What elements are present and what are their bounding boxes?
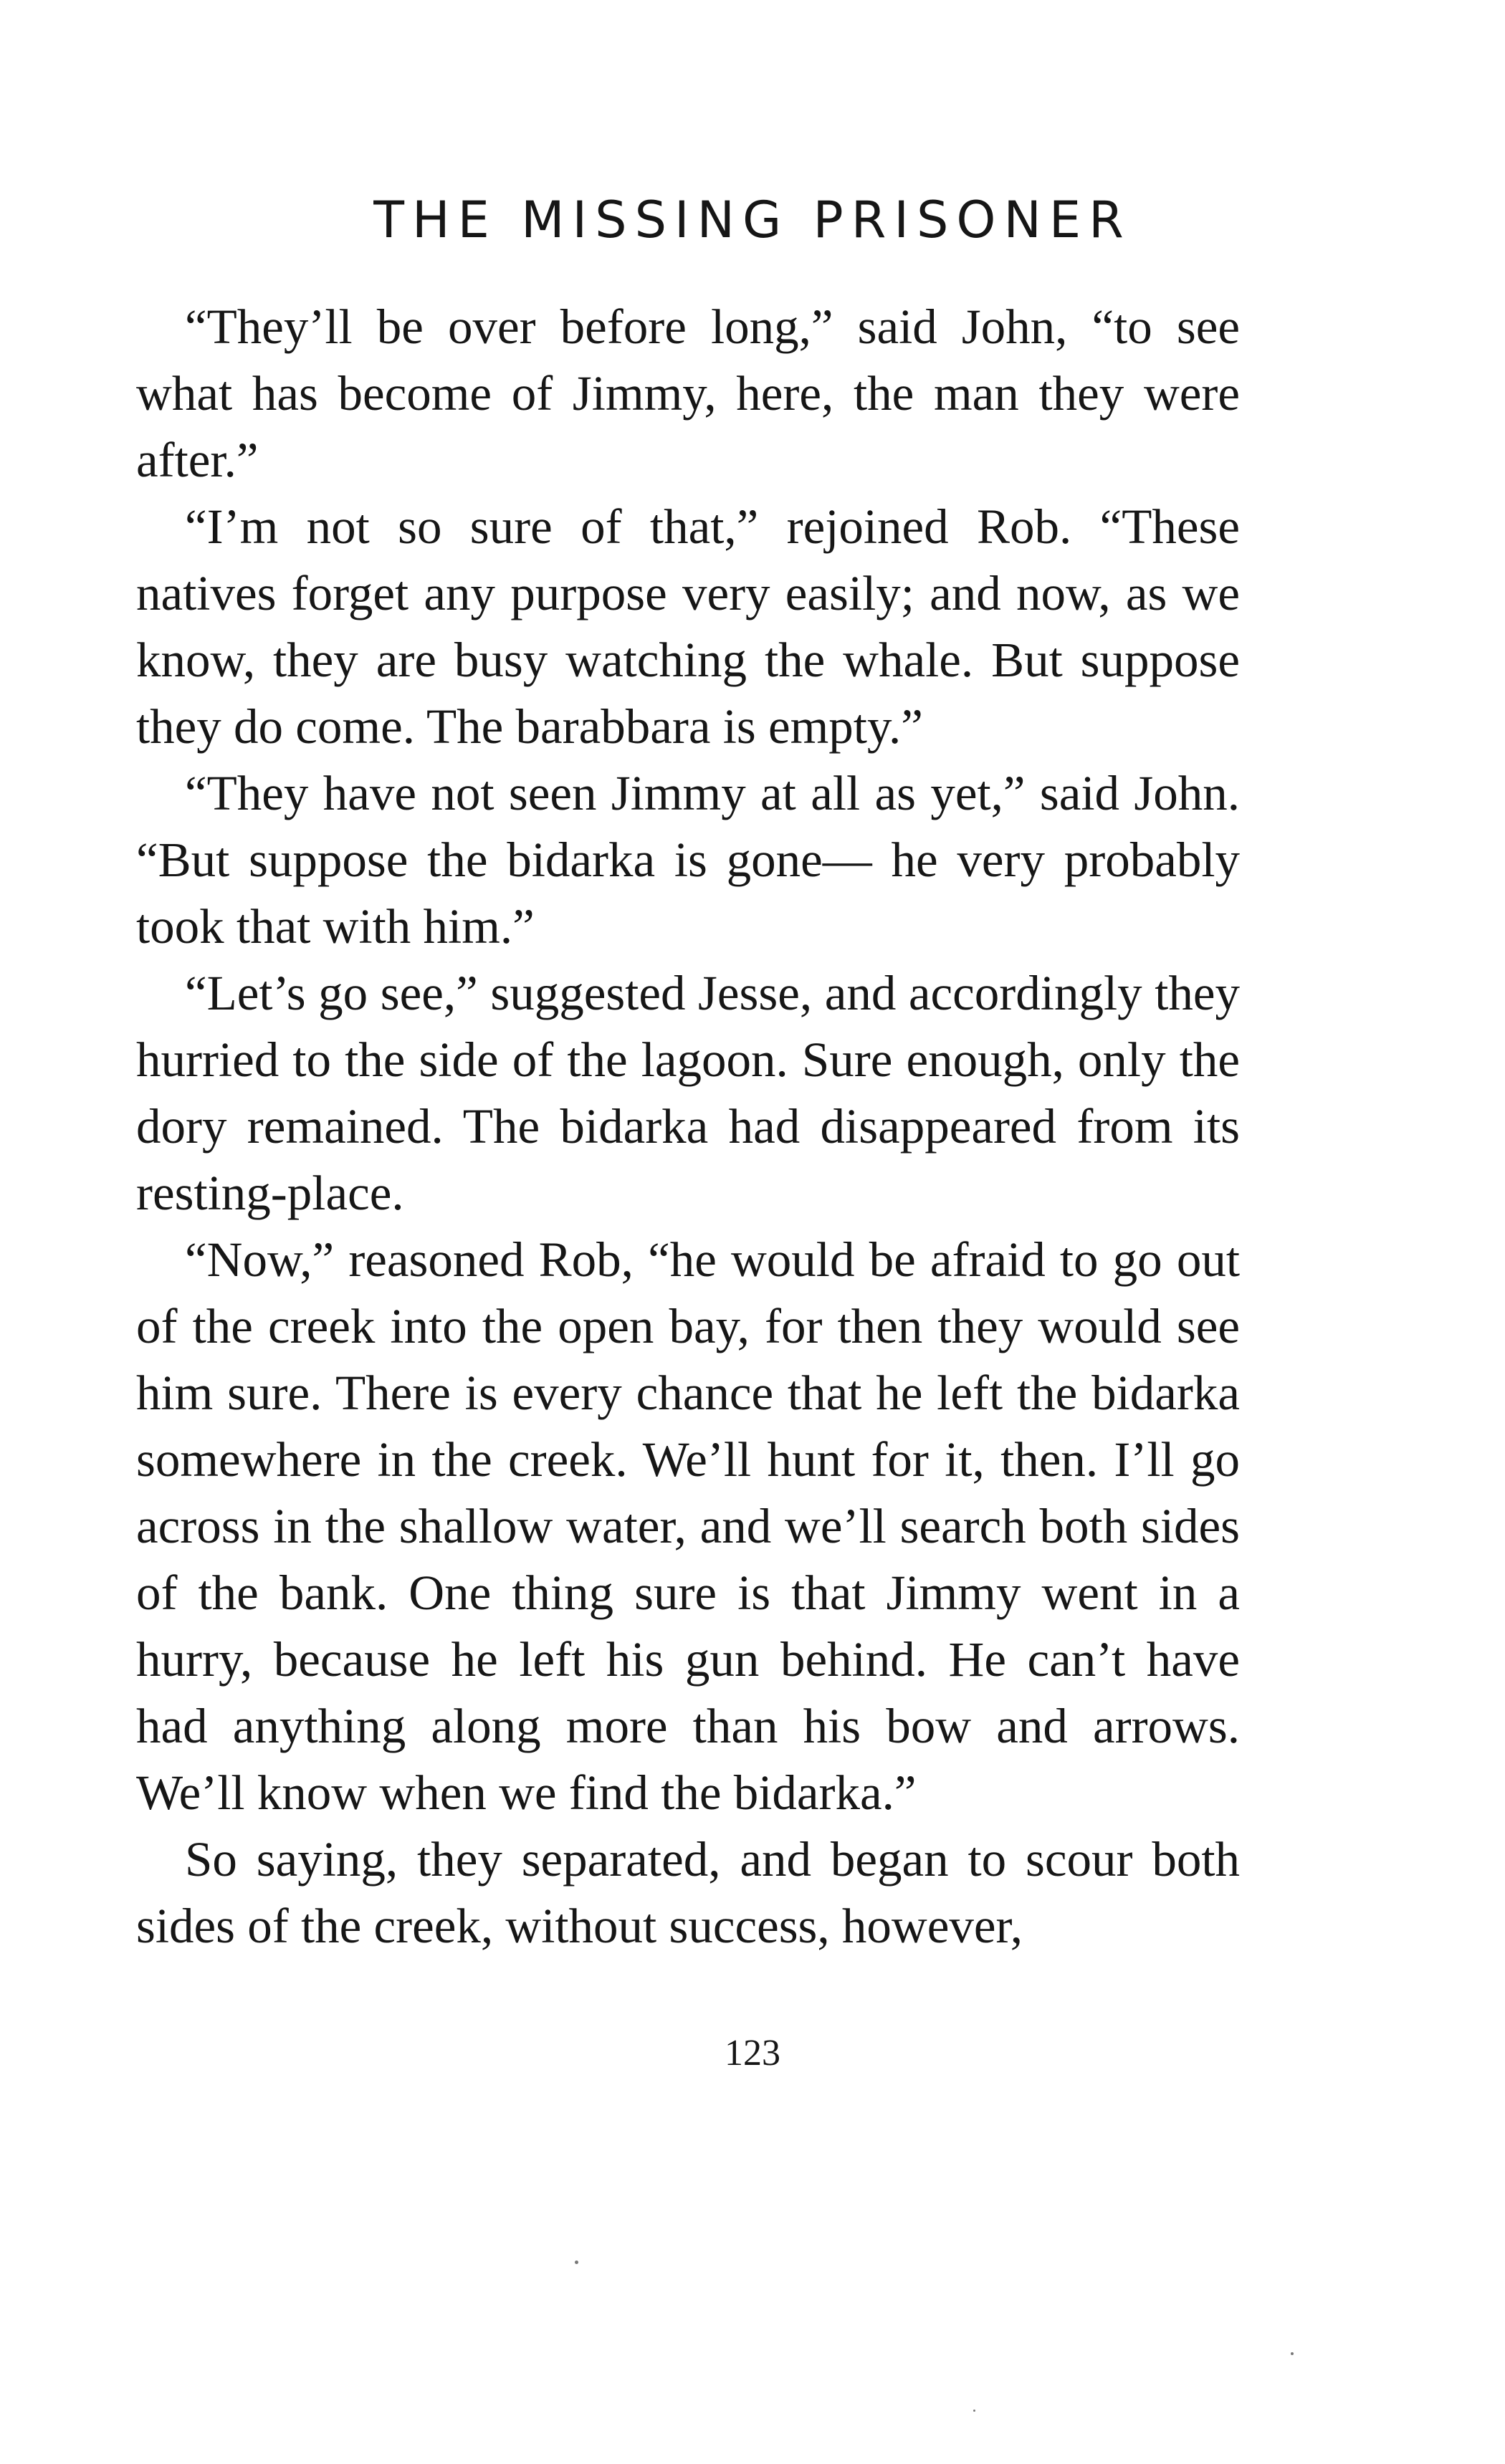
- paragraph-5: “Now,” reasoned Rob, “he would be afraid to go out of the creek into the open bay, for then they would see him sure. There is every chance that he left the bidarka somewhere in the creek. We’ll hunt for it, then. I’ll go across in the shallow water, and we’ll search both sides of the bank. One thing sure is that Jimmy went in a hurry, because he left his gun behind. He can’t have had anything along more than his bow and arrows. We’ll know when we find the bidarka.”: [136, 1232, 1240, 1820]
- paper-speck: [973, 2410, 975, 2412]
- paper-speck: [575, 2261, 578, 2264]
- body-text: [136, 294, 1240, 1960]
- paragraph-1: “They’ll be over before long,” said John, “to see what has become of Jimmy, here, the man they were after.”: [136, 299, 1240, 487]
- running-head: THE MISSING PRISONER: [373, 191, 1132, 249]
- paragraph-2: “I’m not so sure of that,” rejoined Rob. “These natives forget any purpose very easily; and now, as we know, they are busy watching the whale. But suppose they do come. The barabbara is empty.”: [136, 499, 1240, 754]
- paragraph-6: So saying, they separated, and began to scour both sides of the creek, without success, however,: [136, 1832, 1240, 1953]
- paragraph-4: “Let’s go see,” suggested Jesse, and accordingly they hurried to the side of the lagoon. Sure enough, only the dory remained. The bidarka had disappeared from its resting-place.: [136, 966, 1240, 1220]
- page-number: 123: [725, 2033, 780, 2074]
- paragraph-3: “They have not seen Jimmy at all as yet,” said John. “But suppose the bidarka is gone— he very probably took that with him.”: [136, 766, 1240, 954]
- paper-speck: [1291, 2352, 1294, 2355]
